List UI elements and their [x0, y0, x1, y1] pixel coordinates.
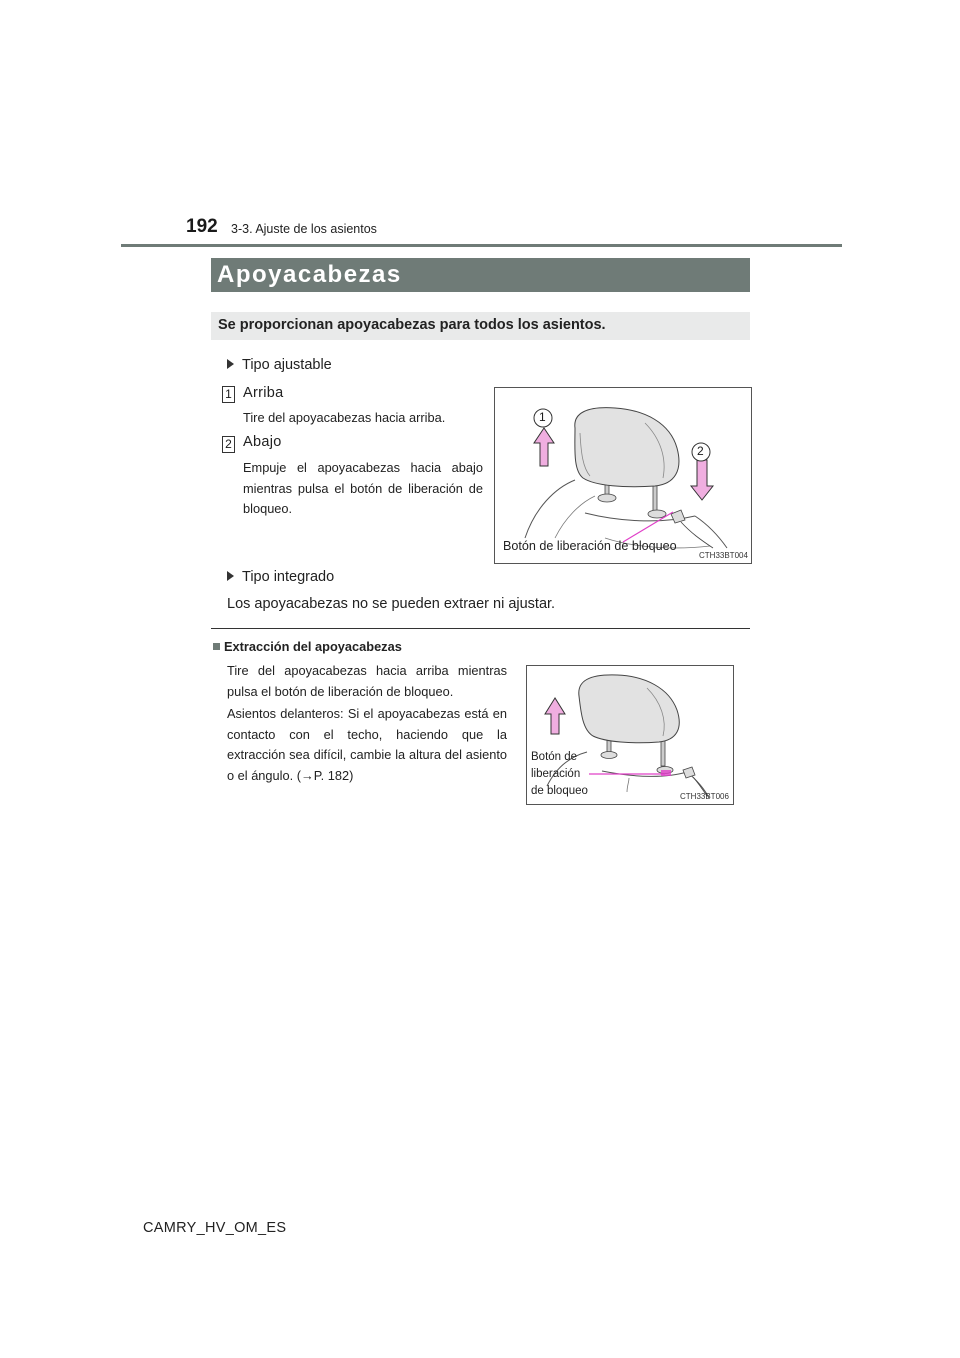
integrated-heading [227, 569, 334, 585]
item-title-up: Arriba [243, 385, 284, 401]
figure2-label-line3: de bloqueo [531, 785, 588, 797]
integrated-text: Los apoyacabezas no se pueden extraer ni ajustar. [227, 596, 556, 612]
section-title: Apoyacabezas [217, 261, 402, 288]
item-number-1: 1 [222, 386, 235, 403]
figure2-label-line1: Botón de [531, 751, 578, 763]
adjustable-heading [227, 357, 332, 373]
figure2-code: CTH33BT006 [680, 792, 729, 801]
integrated-heading-text: Tipo integrado [242, 569, 335, 585]
section-divider [211, 628, 750, 629]
removal-paragraph-2: Asientos delanteros: Si el apoyacabezas está en contacto con el techo, haciendo que la extracción sea difícil, cambie la altura del asiento o el ángulo. (→P. 182) [227, 706, 507, 783]
section-title-bar [211, 258, 750, 292]
figure-code: CTH33BT004 [699, 551, 748, 560]
bullet-triangle-icon [227, 359, 234, 369]
header-divider [121, 244, 842, 247]
removal-paragraph-1: Tire del apoyacabezas hacia arriba mientras pulsa el botón de liberación de bloqueo. [227, 663, 507, 699]
intro-box [211, 312, 750, 340]
bullet-triangle-icon [227, 571, 234, 581]
page-number: 192 [186, 216, 218, 237]
item-text-down: Empuje el apoyacabezas hacia abajo mientras pulsa el botón de liberación de bloqueo. [243, 460, 483, 516]
item-title-down: Abajo [243, 434, 282, 450]
item-text-up: Tire del apoyacabezas hacia arriba. [243, 410, 446, 425]
breadcrumb: 3-3. Ajuste de los asientos [231, 222, 377, 236]
headrest-adjust-illustration [495, 388, 751, 563]
adjustable-heading-text: Tipo ajustable [242, 357, 332, 373]
figure-label-1: 1 [539, 410, 546, 424]
intro-text: Se proporcionan apoyacabezas para todos los asientos. [218, 317, 606, 333]
figure-remove-headrest [526, 665, 734, 805]
removal-heading-text: Extracción del apoyacabezas [224, 639, 402, 654]
figure-label-2: 2 [697, 444, 704, 458]
square-bullet-icon [213, 643, 220, 650]
figure2-label-line2: liberación [531, 768, 581, 780]
figure-caption-release-button: Botón de liberación de bloqueo [503, 539, 677, 553]
document-code: CAMRY_HV_OM_ES [143, 1220, 287, 1236]
figure-adjustable-headrest [494, 387, 752, 564]
item-number-2: 2 [222, 436, 235, 453]
removal-heading [213, 639, 402, 654]
